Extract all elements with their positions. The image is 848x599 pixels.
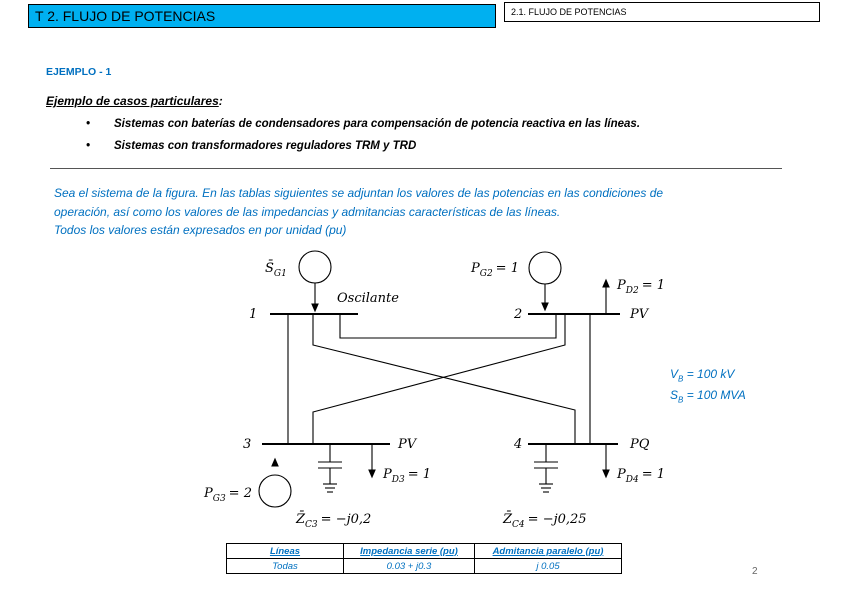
label-pv-3: PV	[398, 437, 417, 452]
generator-g3-icon	[259, 475, 291, 507]
generator-g2-icon	[529, 252, 561, 284]
list-item-text: Sistemas con transformadores reguladores TRM y TRD	[114, 140, 417, 152]
label-pg2: $P_{G2} = 1$	[471, 261, 519, 279]
label-oscilante: Oscilante	[337, 291, 399, 306]
bullet-icon: •	[86, 118, 91, 130]
intro-line-3: Todos los valores están expresados en por unidad (pu)	[54, 223, 347, 237]
col-header-lineas: Líneas	[227, 544, 344, 559]
col-header-impedancia: Impedancia serie (pu)	[344, 544, 475, 559]
capacitor-c4-icon	[534, 444, 558, 492]
arrow-down-icon	[603, 470, 609, 477]
arrow-up-icon	[272, 459, 278, 466]
capacitor-c3-icon	[318, 444, 342, 492]
section-title: 2.1. FLUJO DE POTENCIAS	[504, 2, 820, 22]
label-bus-1: 1	[249, 307, 258, 322]
label-bus-3: 3	[243, 437, 252, 452]
label-pg3: $P_{G3} = 2$	[204, 486, 252, 504]
label-pv-2: PV	[630, 307, 649, 322]
intro-line-2: operación, así como los valores de las impedancias y admitancias características de las líneas.	[54, 204, 561, 219]
label-bus-2: 2	[514, 307, 523, 322]
cell-lineas: Todas	[227, 559, 344, 574]
lines-table	[226, 543, 622, 574]
label-sg1: $S̄_{G1}$	[265, 261, 287, 279]
table-header-row	[227, 544, 622, 559]
label-pd4: $P_{D4} = 1$	[617, 467, 665, 485]
base-power: $S_B = 100$ MVA	[670, 388, 746, 405]
label-bus-4: 4	[514, 437, 523, 452]
cell-impedancia: 0.03 + j0.3	[344, 559, 475, 574]
col-header-admitancia: Admitancia paralelo (pu)	[475, 544, 622, 559]
generator-g1-icon	[299, 251, 331, 283]
arrow-down-icon	[369, 470, 375, 477]
cases-heading-text: Ejemplo de casos particulares	[46, 94, 219, 108]
label-pd2: $P_{D2} = 1$	[617, 278, 665, 296]
cases-heading-colon: :	[218, 94, 223, 108]
base-values	[670, 366, 746, 409]
example-heading: EJEMPLO - 1	[46, 66, 112, 78]
label-zc3: $Z̄_{C3} = -j0,2$	[296, 512, 372, 530]
arrow-down-icon	[542, 303, 548, 310]
arrow-down-icon	[312, 304, 318, 311]
label-pd3: $P_{D3} = 1$	[383, 467, 431, 485]
bullet-icon: •	[86, 140, 91, 152]
list-item-text: Sistemas con baterías de condensadores para compensación de potencia reactiva en las líneas.	[114, 118, 641, 130]
intro-line-1: Sea el sistema de la figura. En las tablas siguientes se adjuntan los valores de las potencias en las condiciones de	[54, 186, 664, 200]
table-row	[227, 559, 622, 574]
arrow-up-icon	[603, 280, 609, 287]
chapter-title: T 2. FLUJO DE POTENCIAS	[28, 4, 496, 28]
cell-admitancia: j 0.05	[475, 559, 622, 574]
label-zc4: $Z̄_{C4} = -j0,25$	[503, 512, 587, 530]
base-voltage: $V_B = 100$ kV	[670, 367, 735, 384]
label-pq-4: PQ	[630, 437, 650, 452]
page-number: 2	[752, 566, 758, 577]
